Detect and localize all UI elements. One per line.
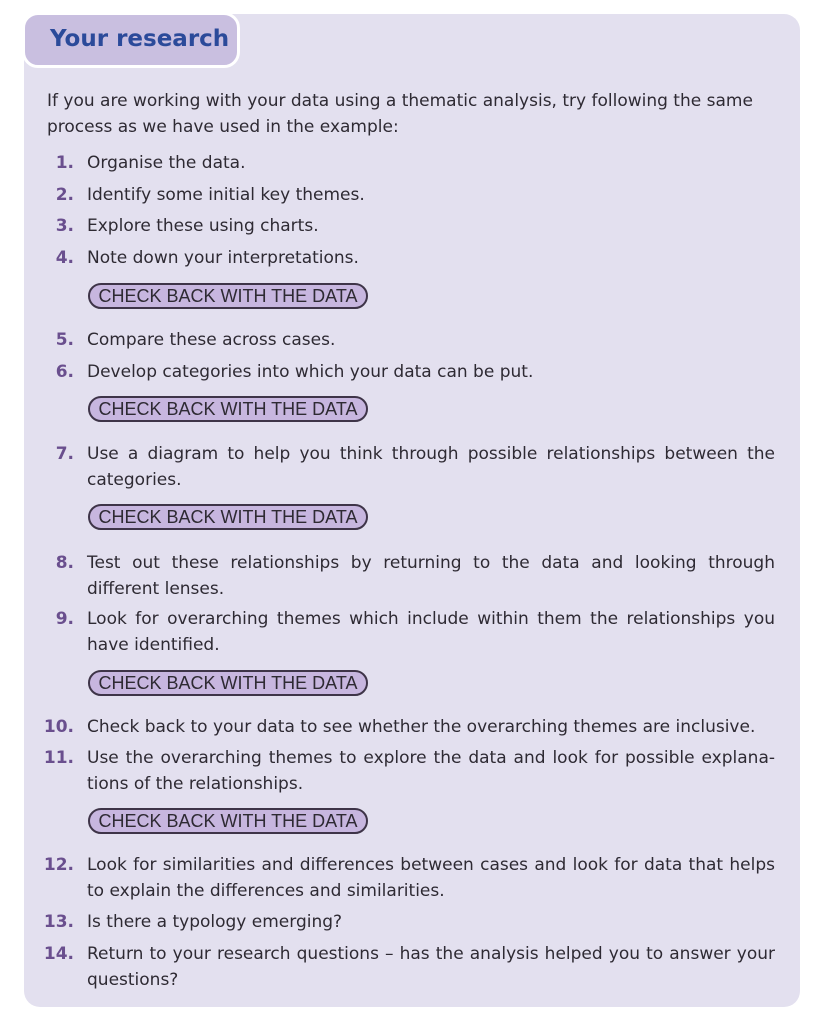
intro-paragraph: If you are working with your data using a thematic analysis, try following the same process as we have used in the example:: [47, 91, 753, 137]
check-back-badge: CHECK BACK WITH THE DATA: [88, 396, 368, 422]
step-text: Explore these using charts.: [87, 216, 319, 236]
step-number: 5.: [55, 330, 74, 350]
step-text: Look for overarching themes which include within them the relationships you have identified.: [87, 609, 775, 655]
step-number: 14.: [43, 944, 74, 964]
step-number: 1.: [55, 153, 74, 173]
step-text: Look for similarities and differences between cases and look for data that helps to explain the differences and similarities.: [87, 855, 775, 901]
step-text: Note down your interpretations.: [87, 248, 359, 268]
step-text: Test out these relationships by returning to the data and looking through different lenses.: [87, 553, 775, 599]
step-number: 10.: [43, 717, 74, 737]
step-text: Use the overarching themes to explore the data and look for possible explana-tions of the relationships.: [87, 748, 775, 794]
step-text: Return to your research questions – has the analysis helped you to answer your questions?: [87, 944, 775, 990]
panel-heading: Your research: [50, 26, 230, 52]
step-number: 4.: [55, 248, 74, 268]
step-number: 13.: [43, 912, 74, 932]
step-text: Organise the data.: [87, 153, 246, 173]
step-number: 7.: [55, 444, 74, 464]
step-text: Check back to your data to see whether the overarching themes are inclusive.: [87, 717, 756, 737]
step-number: 3.: [55, 216, 74, 236]
step-number: 8.: [55, 553, 74, 573]
check-back-badge: CHECK BACK WITH THE DATA: [88, 808, 368, 834]
step-number: 12.: [43, 855, 74, 875]
step-text: Is there a typology emerging?: [87, 912, 343, 932]
step-number: 11.: [43, 748, 74, 768]
step-text: Identify some initial key themes.: [87, 185, 365, 205]
step-number: 2.: [55, 185, 74, 205]
step-number: 9.: [55, 609, 74, 629]
step-text: Develop categories into which your data can be put.: [87, 362, 534, 382]
step-text: Use a diagram to help you think through possible relationships between the categories.: [87, 444, 775, 490]
check-back-badge: CHECK BACK WITH THE DATA: [88, 283, 368, 309]
check-back-badge: CHECK BACK WITH THE DATA: [88, 670, 368, 696]
step-text: Compare these across cases.: [87, 330, 336, 350]
step-number: 6.: [55, 362, 74, 382]
check-back-badge: CHECK BACK WITH THE DATA: [88, 504, 368, 530]
